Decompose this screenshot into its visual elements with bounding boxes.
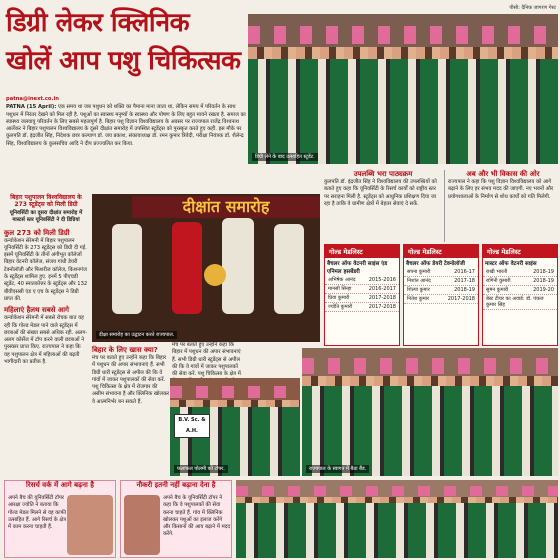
sidebar-title: बिहार पशुपालन विश्वविद्यालय के 273 स्टूडेंट्स को मिली डिग्री [10, 194, 82, 208]
right-text-block [324, 170, 558, 242]
right-left-head: उपलब्धि भरा पाठ्यक्रम [353, 170, 413, 178]
medalist-name: राखी भारती [486, 269, 508, 275]
medal-title: बैचलर ऑफ वेटनरी साइंस एंड एनिमल हसबेंडरी [327, 261, 388, 275]
dateline: PATNA (15 April): [6, 104, 57, 111]
mid-text: मंच पर बताते हुए उन्होंने कहा कि बिहार में पशुधन की अपार संभावनाएं हैं. सभी डिग्री धारी स्टूडेंट्स से अपील की कि वे गांवों में जाकर पशुपालकों की सेवा करें. पशु चिकित्सा के क्षेत्र में रोजगार की असीम संभावना है और क्लिनिक खोलकर वे आत्मनिर्भर बन सकते हैं. [92, 355, 170, 405]
medalist-name: नितेश कुमार [407, 296, 430, 302]
lead-paragraph [6, 96, 246, 188]
right-right-head: अब और भी विकास की ओर [466, 170, 540, 178]
medalist-name: मानसी सिन्हा [328, 286, 352, 292]
photo-credit: पीसी: दैनिक जागरण गेस्ट [509, 5, 556, 11]
table-row [404, 286, 478, 295]
medalist-year: 2017-2018 [368, 304, 396, 310]
sidebar-subhead-1: कुल 273 को मिली डिग्री [4, 228, 70, 237]
byline: patna@inext.co.in [6, 96, 59, 102]
medal-tag: गोल्ड मेडलिस्ट [483, 245, 557, 258]
medal-tag: गोल्ड मेडलिस्ट [325, 245, 399, 258]
mid-column [92, 346, 170, 476]
bottom-left-head: रिसर्च वर्क में आगे बढ़ना है [26, 481, 94, 489]
medal-tag: गोल्ड मेडलिस्ट [404, 245, 478, 258]
table-row [404, 295, 478, 304]
stage-photo [92, 194, 320, 342]
table-row [483, 295, 557, 310]
band-photo-caption: राज्यपाल के स्वागत में बैठा बैंड. [306, 465, 369, 473]
medal-title: बैचलर ऑफ डेयरी टेक्नोलॉजी [406, 261, 465, 267]
mid-column-upper [172, 342, 242, 376]
medal-title: मास्टर ऑफ वेटनरी साइंस [485, 261, 537, 267]
table-row [404, 268, 478, 277]
page-headline [6, 4, 244, 100]
mid-subhead: बिहार के लिए खास क्या? [92, 346, 158, 354]
bottom-mid-head: नौकरी इतनी नहीं बढ़ाना देना है [136, 481, 216, 489]
table-row [404, 277, 478, 286]
table-row [325, 303, 399, 312]
medalist-year: 2015-2016 [368, 277, 396, 283]
medalist-name: रागिनी कुमारी [486, 278, 511, 284]
stage-photo-caption: दीक्षा समारोह का उद्घाटन करते राज्यपाल. [96, 331, 177, 339]
table-row [325, 285, 399, 294]
medal-tables [324, 244, 558, 346]
sidebar-box [4, 194, 88, 476]
lead-text: एक समय था जब पशुधन को शक्ति का पैमाना माना जाता था, लेकिन समय में परिवर्तन के साथ पशुधन में निरंतर देखने को मिल रही है. पशुओं का स्वास्थ्य मनुष्यों के स्वास्थ्य और पोषण के लिए बहुत मायने रखता है. समाज का स्वास्थ्य जलवायु परिवर्तन के लिए सबसे महत्वपूर्ण है. बिहार पशु विज्ञान विश्वविद्यालय के अवसर पर राज्यपाल राजेंद्र विश्वनाथ आर्लेकर ने बिहार पशुपालन विश्वविद्यालय के दूसरे दीक्षांत समारोह में उपस्थित स्टूडेंट्स को पुरस्कृत करते हुए कही. इस मौके पर कुलपति डॉ. इंद्रजीत सिंह, निदेशक छात्र कल्याण डॉ. जय प्रकाश, संकायाध्यक्ष डॉ. रमन कुमार त्रिवेदी, परीक्षा नियंत्रक डॉ. शैलेन्द्र सिंह, विश्वविद्यालय के कुलसचिव आदि ने दीप प्रज्ज्वलित कर किया. [6, 104, 246, 147]
medalist-year: 2018-19 [533, 269, 554, 275]
headline-line-1: डिग्री लेकर क्लिनिक [6, 8, 190, 38]
medalist-year: 2016-2017 [368, 286, 396, 292]
medalist-name: सुमन कुमारी [486, 287, 509, 293]
medal-table [403, 244, 479, 346]
bottom-left-text: अपने बैच की यूनिवर्सिटी टॉपर आरक्षा ज्योति ने बताया कि गोल्ड मेडल मिलने से वह काफी उत्साहित हैं. आगे रिसर्च के क्षेत्र में काम करना चाहती हैं. [8, 495, 66, 531]
medalist-name: अभिषेक आनंद [328, 277, 356, 283]
medal-table [324, 244, 400, 346]
table-row [483, 286, 557, 295]
medalist-year: 2018-19 [454, 287, 475, 293]
bvsc-sign: B.V. Sc. & A.H. [174, 414, 210, 438]
bottom-left-box [4, 480, 116, 558]
avatar [67, 495, 113, 555]
bottom-mid-box [120, 480, 232, 558]
table-row [483, 277, 557, 286]
bottom-mid-text: अपने बैच के यूनिवर्सिटी टॉपर ने कहा कि वे पशुपालकों की सेवा करना चाहते हैं. गांव में क्लिनिक खोलकर पशुओं का इलाज करेंगे और किसानों की आय बढ़ाने में मदद करेंगे. [163, 495, 231, 538]
right-right-text: राज्यपाल ने कहा कि पशु विज्ञान विश्वविद्यालय को आगे बढ़ाने के लिए हर संभव मदद की जाएगी. नए भवनों और प्रयोगशालाओं के निर्माण से शोध कार्यों को गति मिलेगी. [448, 179, 554, 200]
sidebar-text-1: कन्वोकेशन सेरेमनी में बिहार पशुपालन यूनिवर्सिटी के 273 स्टूडेंट्स को डिग्री दी गई. इसमें यूनिवर्सिटी के तीनों अंगीभूत कॉलेजों बिहार वेटनरी कॉलेज, संजय गांधी डेयरी टेक्नोलॉजी और फिशरीज कॉलेज, किशनगंज के स्टूडेंट्स शामिल हुए. इनमें 5 पीएचडी स्टूडेंट, 40 स्नातकोत्तर के स्टूडेंट्स और 132 बीवीएससी एंड ए एच के स्टूडेंट्स ने डिग्री प्राप्त की. [4, 237, 88, 302]
sidebar-subhead-2: महिलाएं हैलथ सबसे आगे [4, 306, 69, 315]
middle-photo-caption: फलाफल पोलमी को टोपर. [174, 465, 228, 473]
table-row [483, 268, 557, 277]
right-left-text: कुलपति डॉ. इंद्रजीत सिंह ने विश्वविद्यालय की उपलब्धियों को बताते हुए कहा कि यूनिवर्सिटी के रिसर्च कार्यों को राष्ट्रीय स्तर पर सराहना मिली है. स्टूडेंट्स को आधुनिक प्रशिक्षण दिया जा रहा है ताकि वे ग्रामीण क्षेत्रों में बेहतर सेवाएं दे सकें. [324, 179, 437, 207]
medalist-year: 2017-2018 [447, 296, 475, 302]
medalist-name: सपना कुमारी [407, 269, 431, 275]
headline-line-2: खोलें आप पशु चिकित्सक [6, 46, 241, 76]
medalist-name: प्रिया कुमारी [328, 295, 350, 301]
medalist-name: ज्योति कुमारी [328, 304, 353, 310]
medalist-name: शिल्पा कुमार [407, 287, 430, 293]
table-row [325, 294, 399, 303]
medalist-name: निशांत आनंद [407, 278, 431, 284]
medalist-year: 2016-17 [454, 269, 475, 275]
table-row [325, 276, 399, 285]
medalist-year: 2018-19 [533, 278, 554, 284]
medalist-name: बेस्ट टीचर का अवार्ड: डॉ. पंकज कुमार सिंह [486, 296, 544, 308]
medalist-year: 2017-2018 [368, 295, 396, 301]
sidebar-text-2: कन्वोकेशन सेरेमनी में सबसे रोचक बात यह रही कि गोल्ड मेडल पाने वाले स्टूडेंट्स में छात्राओं की संख्या सबसे अधिक रही. अलग-अलग कोर्सेज में टॉप करने वाली छात्राओं ने पुरस्कार प्राप्त किए. राज्यपाल ने कहा कि यह पशुपालन क्षेत्र में महिलाओं की बढ़ती भागीदारी का प्रतीक है. [4, 315, 88, 366]
medal-table [482, 244, 558, 346]
medalist-year: 2017-18 [454, 278, 475, 284]
medalist-year: 2019-20 [533, 287, 554, 293]
band-photo [302, 348, 558, 476]
top-photo [248, 14, 558, 164]
top-photo-caption: डिग्री लेने के बाद उत्साहित स्टूडेंट. [252, 153, 318, 161]
sidebar-sub: यूनिवर्सिटी का दूसरा दीक्षांत समारोह में मास्टर्स स्तर यूनिवर्सिटी ने दी डिग्रियां [9, 210, 83, 224]
mid-text-upper: मंच पर बताते हुए उन्होंने कहा कि बिहार में पशुधन की अपार संभावनाएं हैं. सभी डिग्री धारी स्टूडेंट्स से अपील की कि वे गांवों में जाकर पशुपालकों की सेवा करें. पशु चिकित्सा के क्षेत्र में [172, 342, 241, 378]
bottom-group-photo [236, 480, 558, 558]
stage-banner: दीक्षांत समारोह [132, 196, 320, 218]
middle-photo [170, 378, 300, 476]
avatar [124, 495, 160, 555]
